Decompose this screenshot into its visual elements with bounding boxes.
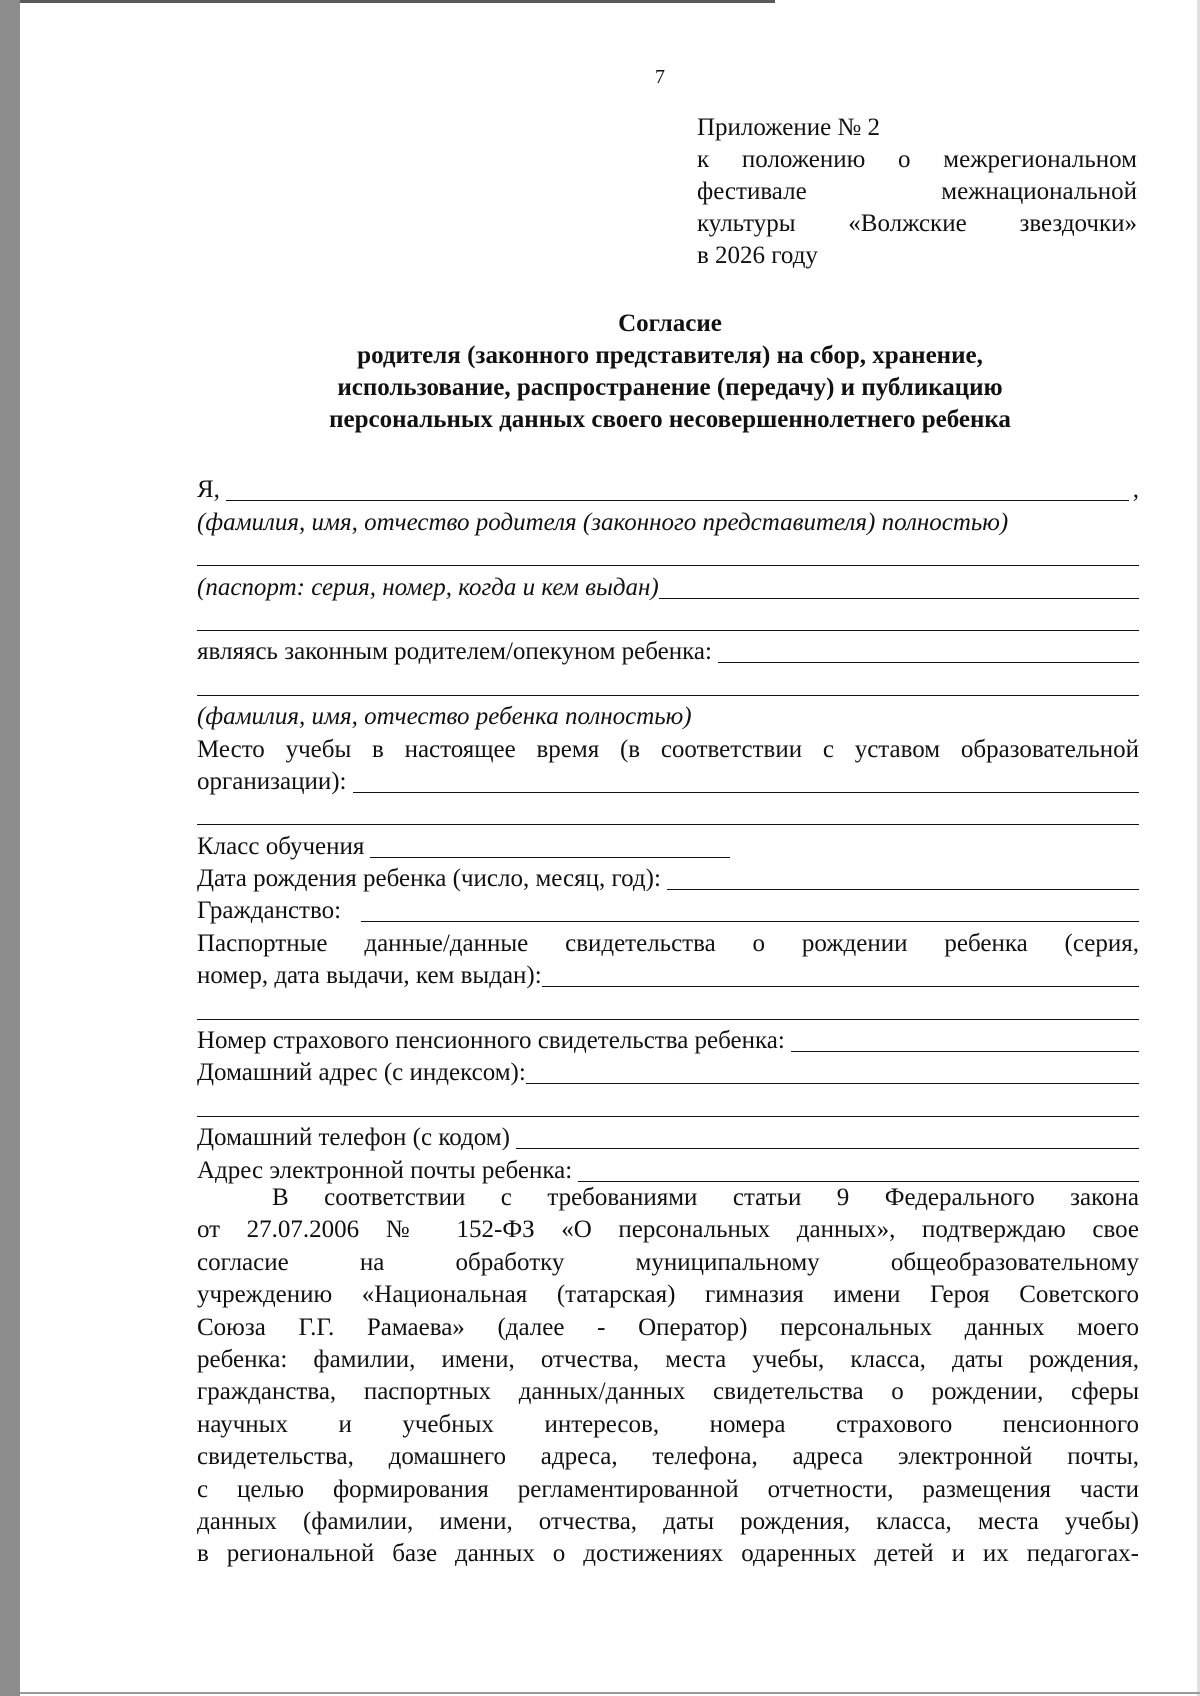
title-line-3: использование, распространение (передачу) и публикацию xyxy=(337,374,1003,401)
birth-date-field[interactable] xyxy=(667,889,1139,890)
parent-hint-row xyxy=(197,508,1139,540)
child-passport-row-2 xyxy=(197,962,1139,994)
child-hint-row xyxy=(197,703,1139,735)
scan-top-edge xyxy=(20,0,775,3)
child-passport-line-row xyxy=(197,994,1139,1026)
i-label: Я, xyxy=(197,476,220,504)
body-line: в региональной базе данных о достижениях одаренных детей и их педагогах- xyxy=(197,1540,1139,1568)
passport-hint: (паспорт: серия, номер, когда и кем выдан) xyxy=(197,573,659,601)
passport-field-line-3[interactable] xyxy=(197,630,1139,631)
guardian-row xyxy=(197,638,1139,670)
body-line: гражданства, паспортных данных/данных свидетельства о рождении, сферы xyxy=(197,1378,1139,1406)
birth-date-row xyxy=(197,865,1139,897)
study-place-label-2: организации): xyxy=(197,767,347,795)
class-label: Класс обучения xyxy=(197,832,365,860)
passport-field-line-2[interactable] xyxy=(659,598,1139,599)
appendix-header xyxy=(697,112,1137,272)
address-line-row xyxy=(197,1091,1139,1123)
study-place-label: Место учебы в настоящее время (в соответствии с уставом образовательной xyxy=(197,735,1139,763)
phone-row xyxy=(197,1124,1139,1156)
address-field-line-2[interactable] xyxy=(197,1116,1139,1117)
citizenship-field[interactable] xyxy=(361,921,1139,922)
body-line: Союза Г.Г. Рамаева» (далее - Оператор) персональных данных моего xyxy=(197,1313,1139,1341)
phone-label: Домашний телефон (с кодом) xyxy=(197,1124,510,1152)
body-line: с целью формирования регламентированной отчетности, размещения части xyxy=(197,1475,1139,1503)
child-passport-field[interactable] xyxy=(542,986,1139,987)
email-label: Адрес электронной почты ребенка: xyxy=(197,1156,573,1184)
appendix-line-5: в 2026 году xyxy=(697,242,818,269)
body-line: свидетельства, домашнего адреса, телефона, адреса электронной почты, xyxy=(197,1443,1139,1471)
child-passport-field-line-2[interactable] xyxy=(197,1019,1139,1020)
consent-body-text xyxy=(197,1182,1139,1571)
citizenship-row xyxy=(197,897,1139,929)
study-place-line-row xyxy=(197,800,1139,832)
child-name-hint: (фамилия, имя, отчество ребенка полностью) xyxy=(197,703,692,731)
body-line: В соответствии с требованиями статьи 9 Федерального закона xyxy=(272,1184,1139,1211)
child-name-field[interactable] xyxy=(718,662,1139,663)
citizenship-label: Гражданство: xyxy=(197,897,342,925)
document-title xyxy=(200,308,1140,436)
phone-field[interactable] xyxy=(516,1148,1139,1149)
study-place-row-1 xyxy=(197,735,1139,767)
child-passport-row-1 xyxy=(197,929,1139,961)
scan-left-edge xyxy=(0,0,20,1696)
title-line-4: персональных данных своего несовершеннолетнего ребенка xyxy=(329,406,1011,433)
appendix-line-2: к положению о межрегиональном xyxy=(697,146,1137,173)
snils-field[interactable] xyxy=(791,1051,1139,1052)
passport-line-1-row xyxy=(197,541,1139,573)
body-line: данных (фамилии, имени, отчества, даты рождения, класса, места учебы) xyxy=(197,1507,1139,1535)
snils-row xyxy=(197,1027,1139,1059)
comma: , xyxy=(1132,476,1139,504)
study-place-field[interactable] xyxy=(353,792,1140,793)
appendix-number: Приложение № 2 xyxy=(697,114,881,141)
study-place-field-line-2[interactable] xyxy=(197,824,1139,825)
birth-date-label: Дата рождения ребенка (число, месяц, год): xyxy=(197,865,661,893)
snils-label: Номер страхового пенсионного свидетельства ребенка: xyxy=(197,1027,785,1055)
parent-name-row xyxy=(197,476,1139,508)
child-name-line-row xyxy=(197,670,1139,702)
class-field[interactable] xyxy=(370,857,730,858)
parent-name-field[interactable] xyxy=(226,500,1129,501)
body-line: учреждению «Национальная (татарская) гимназия имени Героя Советского xyxy=(197,1281,1139,1309)
passport-line-3-row xyxy=(197,606,1139,638)
child-name-field-line-2[interactable] xyxy=(197,695,1139,696)
class-row xyxy=(197,832,1139,864)
appendix-line-3: фестивале межнациональной xyxy=(697,178,1137,205)
consent-form xyxy=(197,476,1139,1189)
title-line-1: Согласие xyxy=(618,310,722,337)
title-line-2: родителя (законного представителя) на сбор, хранение, xyxy=(357,342,983,369)
child-passport-label-2: номер, дата выдачи, кем выдан): xyxy=(197,962,542,990)
passport-hint-row xyxy=(197,573,1139,605)
study-place-row-2 xyxy=(197,768,1139,800)
appendix-line-4: культуры «Волжские звездочки» xyxy=(697,210,1137,237)
page-number: 7 xyxy=(655,66,665,88)
body-line: ребенка: фамилии, имени, отчества, места учебы, класса, даты рождения, xyxy=(197,1345,1139,1373)
parent-name-hint: (фамилия, имя, отчество родителя (законного представителя) полностью) xyxy=(197,508,1009,536)
body-line: научных и учебных интересов, номера страхового пенсионного xyxy=(197,1410,1139,1438)
address-row xyxy=(197,1059,1139,1091)
body-line: согласие на обработку муниципальному общеобразовательному xyxy=(197,1248,1139,1276)
address-field[interactable] xyxy=(526,1083,1139,1084)
scan-bottom-edge xyxy=(20,1692,1200,1694)
address-label: Домашний адрес (с индексом): xyxy=(197,1059,526,1087)
guardian-label: являясь законным родителем/опекуном ребенка: xyxy=(197,638,712,666)
child-passport-label: Паспортные данные/данные свидетельства о рождении ребенка (серия, xyxy=(197,929,1139,957)
passport-field-line-1[interactable] xyxy=(197,565,1139,566)
body-line: от 27.07.2006 № 152-ФЗ «О персональных данных», подтверждаю свое xyxy=(197,1216,1139,1244)
